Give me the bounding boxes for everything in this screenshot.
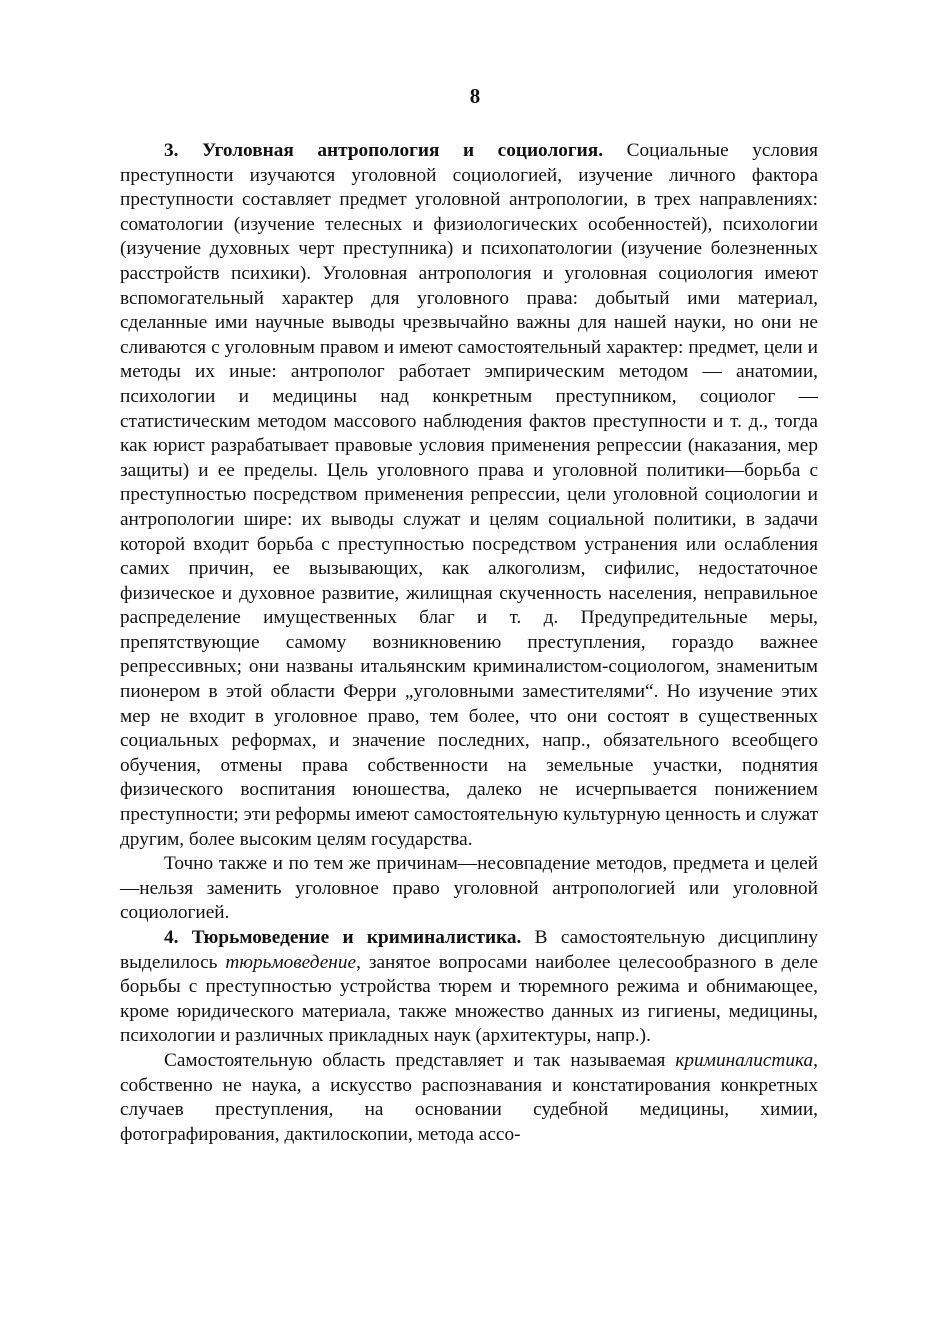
- page-number: 8: [469, 84, 481, 108]
- paragraph-methods: [120, 852, 818, 926]
- paragraph-criminal-anthropology: [120, 139, 818, 852]
- paragraph-criminalistics: [120, 1049, 818, 1147]
- book-page: [120, 84, 818, 1147]
- paragraph-prison-science: [120, 926, 818, 1049]
- emphasized-term: криминалистика: [675, 1049, 814, 1071]
- paragraph-text: , собственно не наука, а искусство распознавания и констатирования конкретных случаев преступления, на основании судебной медицины, химии, фотографирования, дактилоскопии, метода ассо-: [120, 1049, 818, 1145]
- paragraph-text: Социальные условия преступности изучаются уголовной социологией, изучение личного фактора преступности составляет предмет уголовной антропологии, в трех направлениях: соматологии (изучение телесных и физиологических особенностей), психологии (изучение духовных черт преступника) и психопатологии (изучение болезненных расстройств психики). Уголовная антропология и уголовная социология имеют вспомогательный характер для уголовного права: добытый ими материал, сделанные ими научные выводы чрезвычайно важны для нашей науки, но они не сливаются с уголовным правом и имеют самостоятельный характер: предмет, цели и методы их иные: антрополог работает эмпирическим методом — анатомии, психологии и медицины над конкретным преступником, социолог — статистическим методом массового наблюдения фактов преступности и т. д., тогда как юрист разрабатывает правовые условия применения репрессии (наказания, мер защиты) и ее пределы. Цель уголовного права и уголовной политики—борьба с преступностью посредством применения репрессии, цели уголовной социологии и антропологии шире: их выводы служат и целям социальной политики, в задачи которой входит борьба с преступностью посредством устранения или ослабления самих причин, ее вызывающих, как алкоголизм, сифилис, недостаточное физическое и духовное развитие, жилищная скученность населения, неправильное распределение имущественных благ и т. д. Предупредительные меры, препятствующие самому возникновению преступления, гораздо важнее репрессивных; они названы итальянским криминалистом-социологом, знаменитым пионером в этой области Ферри „уголовными заместителями“. Но изучение этих мер не входит в уголовное право, тем более, что они состоят в существенных социальных реформах, и значение последних, напр., обязательного всеобщего обучения, отмены права собственности на земельные участки, поднятия физического воспитания юношества, далеко не исчерпывается понижением преступности; эти реформы имеют самостоятельную культурную ценность и служат другим, более высоким целям государства.: [120, 140, 818, 850]
- section-heading: 3. Уголовная антропология и социология.: [164, 140, 604, 161]
- section-heading: 4. Тюрьмоведение и криминалистика.: [164, 927, 522, 948]
- paragraph-text: , занятое вопросами наиболее целесообразного в деле борьбы с преступностью устройства тюрем и тюремного режима и обнимающее, кроме юридического материала, также множество данных из гигиены, медицины, психологии и различных прикладных наук (архитектуры, напр.).: [120, 951, 818, 1047]
- paragraph-text: В самостоятельную дисциплину выделилось: [120, 927, 818, 973]
- paragraph-text: Точно также и по тем же причинам—несовпадение методов, предмета и целей—нельзя заменить уголовное право уголовной антропологией или уголовной социологией.: [120, 853, 818, 924]
- paragraph-text: Самостоятельную область представляет и так называемая: [164, 1049, 676, 1071]
- emphasized-term: тюрьмоведение: [225, 951, 357, 973]
